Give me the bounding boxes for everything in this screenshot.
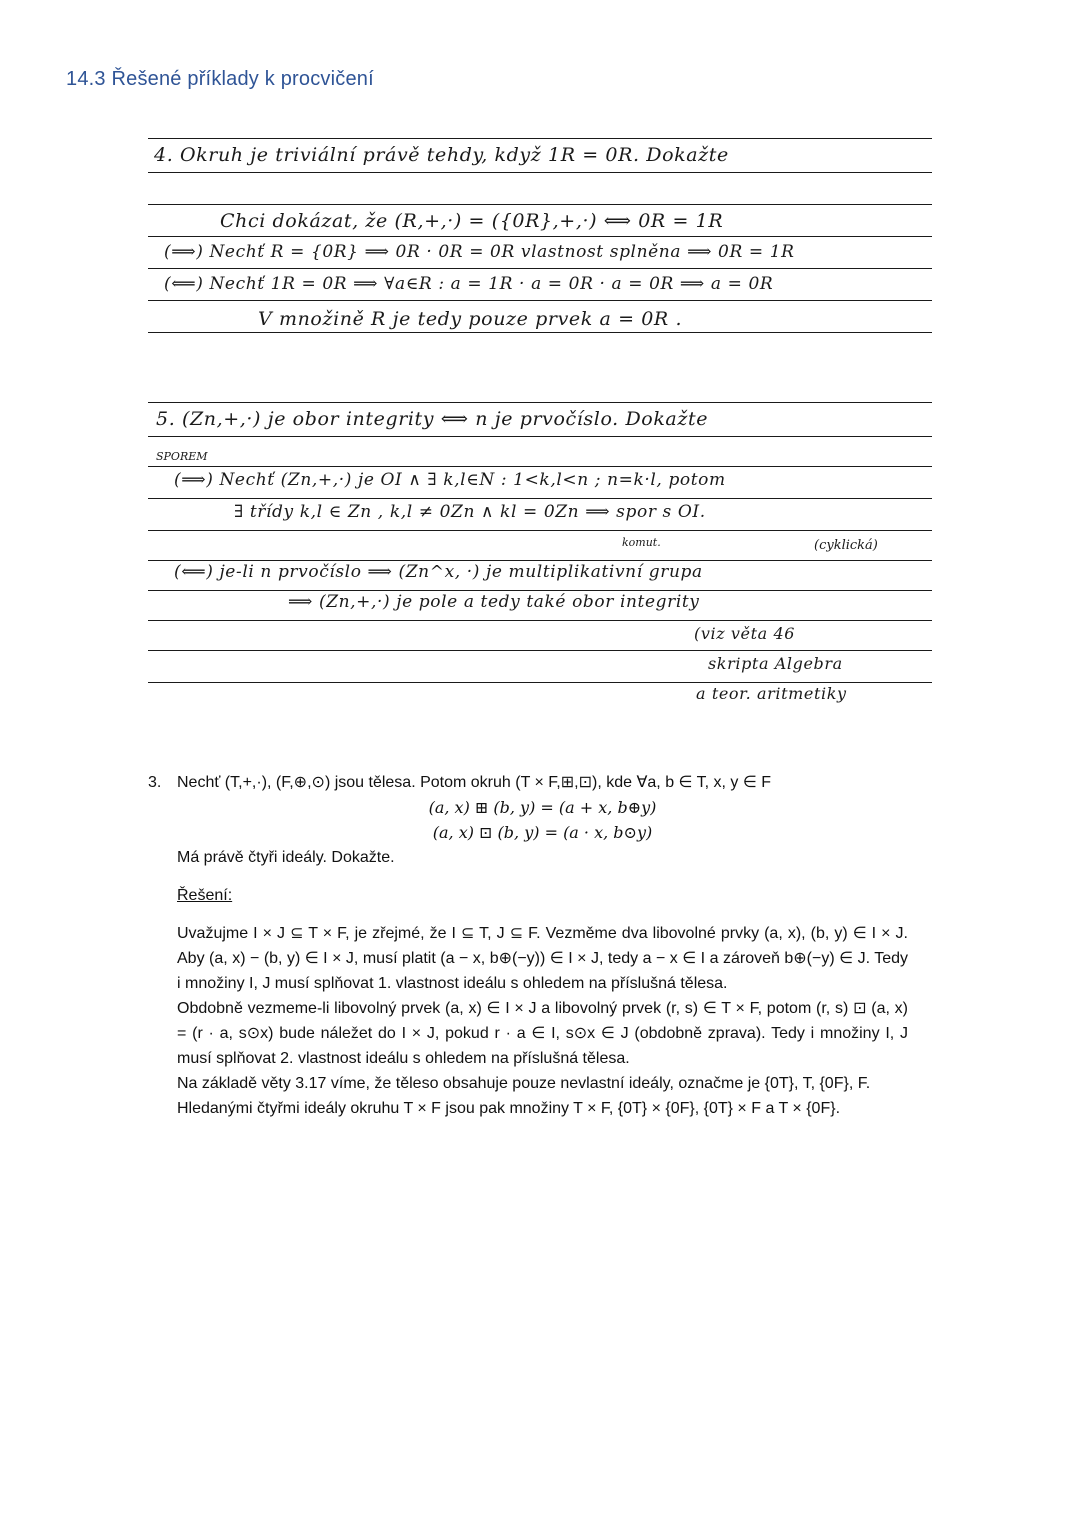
problem-3	[148, 770, 908, 1121]
hw-line: (⟹) Nechť R = {0R} ⟹ 0R · 0R = 0R vlastnost splněna ⟹ 0R = 1R	[164, 242, 795, 262]
ruled-line	[148, 332, 932, 333]
ruled-line	[148, 466, 932, 467]
hw-komut-note: komut.	[622, 536, 661, 549]
ruled-line	[148, 590, 932, 591]
hw-line: 5. (Zn,+,·) je obor integrity ⟺ n je prvočíslo. Dokažte	[156, 408, 709, 430]
ruled-line	[148, 300, 932, 301]
hw-line: Chci dokázat, že (R,+,·) = ({0R},+,·) ⟺ 0R = 1R	[220, 210, 724, 232]
section-title: 14.3 Řešené příklady k procvičení	[66, 68, 374, 90]
hw-cyklicka-note: (cyklická)	[814, 538, 878, 553]
hw-line: (⟸) je-li n prvočíslo ⟹ (Zn^x, ·) je multiplikativní grupa	[174, 562, 703, 582]
handwritten-problem-5	[148, 396, 932, 706]
ruled-line	[148, 236, 932, 237]
ruled-line	[148, 498, 932, 499]
ruled-line	[148, 620, 932, 621]
hw-line: skripta Algebra	[708, 654, 843, 673]
ruled-line	[148, 530, 932, 531]
formula-sum: (a, x) ⊞ (b, y) = (a + x, b⊕y)	[428, 798, 657, 817]
ruled-line	[148, 682, 932, 683]
ruled-line	[148, 436, 932, 437]
ruled-line	[148, 138, 932, 139]
solution-paragraph: Obdobně vezmeme-li libovolný prvek (a, x) ∈ I × J a libovolný prvek (r, s) ∈ T × F, potom (r, s) ⊡ (a, x) = (r · a, s⊙x) bude náležet do I × J, pokud r · a ∈ I, s⊙x ∈ J (obdobně zprava). Tedy i množiny I, J musí splňovat 2. vlastnost ideálu s ohledem na příslušná tělesa.	[177, 1000, 908, 1067]
problem-statement: Nechť (T,+,·), (F,⊕,⊙) jsou tělesa. Potom okruh (T × F,⊞,⊡), kde ∀a, b ∈ T, x, y ∈ F	[177, 774, 772, 791]
formula-product: (a, x) ⊡ (b, y) = (a · x, b⊙y)	[432, 823, 653, 842]
ruled-line	[148, 172, 932, 173]
hw-line: ⟹ (Zn,+,·) je pole a tedy také obor integrity	[288, 592, 700, 612]
ruled-line	[148, 560, 932, 561]
ruled-line	[148, 268, 932, 269]
hw-line: ∃ třídy k,l ∈ Zn , k,l ≠ 0Zn ∧ kl = 0Zn ⟹ spor s OI.	[234, 502, 706, 522]
solution-label: Řešení:	[177, 887, 233, 904]
hw-line: (⟸) Nechť 1R = 0R ⟹ ∀a∈R : a = 1R · a = 0R · a = 0R ⟹ a = 0R	[164, 274, 774, 294]
ruled-line	[148, 204, 932, 205]
hw-line: 4. Okruh je triviální právě tehdy, když 1R = 0R. Dokažte	[154, 144, 729, 166]
problem-claim: Má právě čtyři ideály. Dokažte.	[177, 849, 395, 866]
solution-paragraph: Uvažujme I × J ⊆ T × F, je zřejmé, že I ⊆ T, J ⊆ F. Vezměme dva libovolné prvky (a, x), (b, y) ∈ I × J. Aby (a, x) − (b, y) ∈ I × J, musí platit (a − x, b⊕(−y)) ∈ I × J, tedy a − x ∈ I a zároveň b⊕(−y) ∈ J. Tedy i množiny I, J musí splňovat 1. vlastnost ideálu s ohledem na příslušná tělesa.	[177, 925, 908, 992]
handwritten-problem-4	[148, 130, 932, 340]
hw-line: (⟹) Nechť (Zn,+,·) je OI ∧ ∃ k,l∈N : 1<k,l<n ; n=k·l, potom	[174, 470, 726, 490]
solution-paragraph: Na základě věty 3.17 víme, že těleso obsahuje pouze nevlastní ideály, označme je {0T}, T, {0F}, F.	[177, 1075, 871, 1092]
ruled-line	[148, 402, 932, 403]
solution-paragraph: Hledanými čtyřmi ideály okruhu T × F jsou pak množiny T × F, {0T} × {0F}, {0T} × F a T × {0F}.	[177, 1100, 841, 1117]
hw-line: (viz věta 46	[694, 624, 796, 643]
hw-line: V množině R je tedy pouze prvek a = 0R .	[258, 308, 683, 330]
hw-line: a teor. aritmetiky	[696, 684, 847, 703]
problem-number: 3.	[148, 774, 162, 791]
ruled-line	[148, 650, 932, 651]
hw-sporem-note: SPOREM	[156, 450, 208, 463]
